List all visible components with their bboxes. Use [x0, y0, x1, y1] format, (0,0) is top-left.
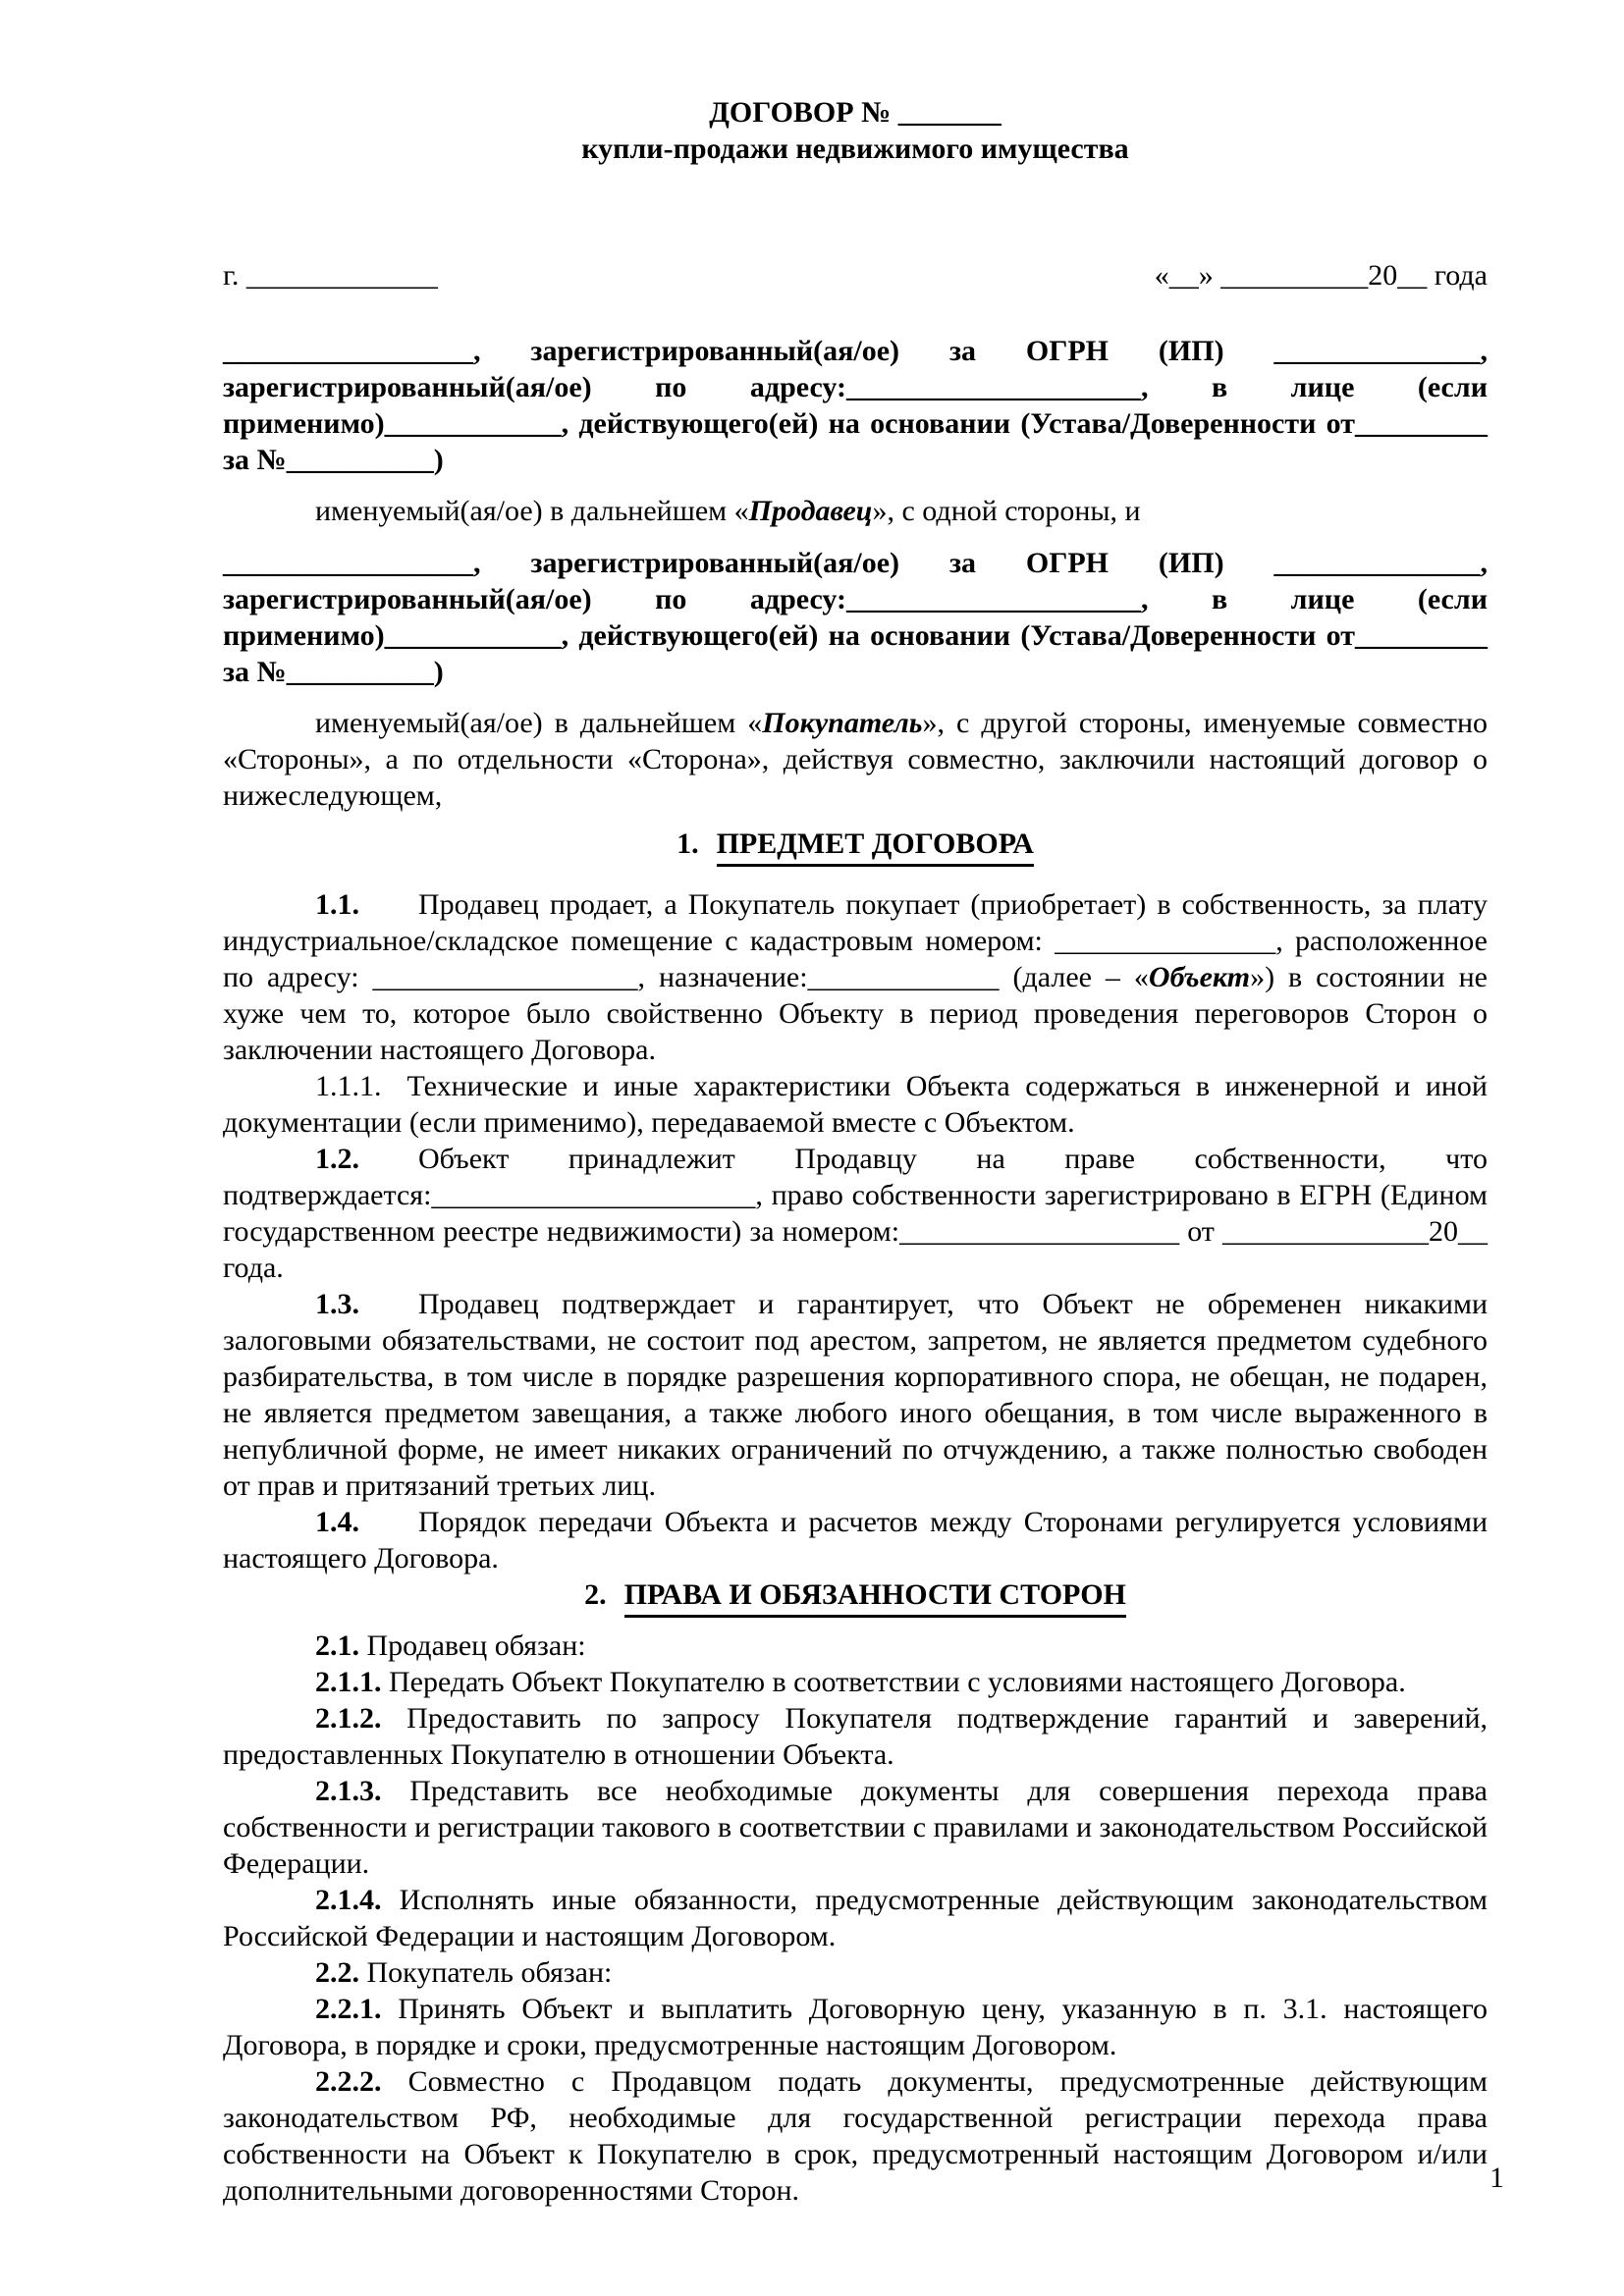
seller-designation-post: », с одной стороны, и	[872, 495, 1141, 527]
clause-1-3-text: Продавец подтверждает и гарантирует, что Объект не обременен никакими залоговыми обязательствами, не состоит под арестом, запретом, не является предметом судебного разбирательства, в том числе в порядке разрешения корпоративного спора, не обещан, не подарен, не является предметом завещания, а также любого иного обещания, в том числе выраженного в непубличной форме, не имеет никаких ограничений по отчуждению, а также полностью свободен от прав и притязаний третьих лиц.	[223, 1288, 1488, 1502]
clause-2-1-1-number: 2.1.1.	[315, 1666, 382, 1698]
seller-designation-pre: именуемый(ая/ое) в дальнейшем «	[315, 495, 749, 527]
clause-2-1-1-text: Передать Объект Покупателю в соответствии с условиями настоящего Договора.	[389, 1666, 1406, 1698]
clause-2-1-number: 2.1.	[315, 1629, 359, 1662]
seller-intro-paragraph: _________________, зарегистрированный(ая/ое) за ОГРН (ИП) ______________, зарегистрированный(ая/ое) по адресу:____________________, в лице (если применимо)____________, действующего(ей) на основании (Устава/Доверенности от_________ за №__________)	[223, 335, 1488, 476]
clause-1-3-number: 1.3.	[315, 1288, 359, 1320]
clause-2-1-4	[223, 1882, 1488, 1954]
clause-2-2-1	[223, 1991, 1488, 2063]
clause-1-4-number: 1.4.	[315, 1506, 359, 1538]
clause-2-2-1-number: 2.2.1.	[315, 1993, 382, 2025]
clause-1-1-1	[223, 1068, 1488, 1141]
city-date-row	[223, 257, 1488, 294]
section-1-heading	[223, 826, 1488, 867]
clause-2-1	[223, 1628, 1488, 1664]
clause-1-1	[223, 886, 1488, 1068]
clause-2-2-2-number: 2.2.2.	[315, 2065, 382, 2098]
seller-role-name: Продавец	[748, 495, 873, 527]
clause-1-1-text-pre: Продавец продает, а Покупатель покупает (приобретает) в собственность, за плату индустриальное/складское помещение с кадастровым номером: _______________, расположенное по адресу: __________________, назначение:_____________ (далее – «	[223, 888, 1488, 993]
clause-2-2-2-text: Совместно с Продавцом подать документы, предусмотренные действующим законодательством РФ, необходимые для государственной регистрации перехода права собственности на Объект к Покупателю в срок, предусмотренный настоящим Договором и/или дополнительными договоренностями Сторон.	[223, 2065, 1489, 2207]
clause-1-1-1-text: Технические и иные характеристики Объекта содержаться в инженерной и иной документации (если применимо), передаваемой вместе с Объектом.	[223, 1070, 1488, 1139]
buyer-intro-paragraph: _________________, зарегистрированный(ая/ое) за ОГРН (ИП) ______________, зарегистрированный(ая/ое) по адресу:____________________, в лице (если применимо)____________, действующего(ей) на основании (Устава/Доверенности от_________ за №__________)	[223, 547, 1488, 688]
clause-2-1-1	[223, 1664, 1488, 1700]
clause-2-2-text: Покупатель обязан:	[366, 1956, 613, 1989]
clause-2-1-3-number: 2.1.3.	[315, 1775, 382, 1807]
date-field: «__» __________20__ года	[1154, 259, 1488, 292]
clause-1-1-text-post: ») в состоянии не хуже чем то, которое было свойственно Объекту в период проведения переговоров Сторон о заключении настоящего Договора.	[223, 961, 1488, 1066]
clause-2-1-text: Продавец обязан:	[366, 1629, 586, 1662]
clause-2-1-3-text: Представить все необходимые документы для совершения перехода права собственности и регистрации такового в соответствии с правилами и законодательством Российской Федерации.	[223, 1775, 1488, 1880]
clause-1-2-text: Объект принадлежит Продавцу на праве собственности, что подтверждается:______________________, право собственности зарегистрировано в ЕГРН (Едином государственном реестре недвижимости) за номером:___________________ от ______________20__ года.	[223, 1143, 1488, 1284]
seller-designation-paragraph	[223, 493, 1488, 529]
clause-2-2	[223, 1954, 1488, 1991]
object-term: Объект	[1148, 961, 1251, 993]
title-number-line: ДОГОВОР № _______	[709, 96, 1001, 129]
clause-2-2-number: 2.2.	[315, 1956, 359, 1989]
section-2-heading	[223, 1576, 1488, 1618]
buyer-designation-paragraph	[223, 705, 1488, 814]
clause-1-2	[223, 1141, 1488, 1286]
clause-1-4	[223, 1504, 1488, 1576]
clause-2-1-2	[223, 1700, 1488, 1773]
clause-1-2-number: 1.2.	[315, 1143, 359, 1175]
clause-2-2-2	[223, 2063, 1488, 2209]
document-title	[223, 94, 1488, 167]
section-2-title: ПРАВА И ОБЯЗАННОСТИ СТОРОН	[624, 1576, 1126, 1618]
clause-2-1-4-text: Исполнять иные обязанности, предусмотренные действующим законодательством Российской Федерации и настоящим Договором.	[223, 1884, 1489, 1952]
title-subject-line: купли-продажи недвижимого имущества	[581, 133, 1129, 165]
buyer-designation-post: », с другой стороны, именуемые совместно «Стороны», а по отдельности «Сторона», действуя совместно, заключили настоящий договор о нижеследующем,	[223, 707, 1488, 812]
buyer-designation-pre: именуемый(ая/ое) в дальнейшем «	[315, 707, 763, 739]
clause-2-1-3	[223, 1773, 1488, 1882]
section-1-number: 1.	[677, 828, 699, 860]
clause-2-1-2-text: Предоставить по запросу Покупателя подтверждение гарантий и заверений, предоставленных Покупателю в отношении Объекта.	[223, 1702, 1489, 1771]
section-2-number: 2.	[584, 1578, 607, 1611]
clause-2-2-1-text: Принять Объект и выплатить Договорную цену, указанную в п. 3.1. настоящего Договора, в порядке и сроки, предусмотренные настоящим Договором.	[223, 1993, 1489, 2061]
clause-2-1-4-number: 2.1.4.	[315, 1884, 382, 1916]
city-field: г. _____________	[223, 259, 438, 292]
clause-2-1-2-number: 2.1.2.	[315, 1702, 382, 1735]
section-1-title: ПРЕДМЕТ ДОГОВОРА	[717, 826, 1034, 867]
clause-1-4-text: Порядок передачи Объекта и расчетов между Сторонами регулируется условиями настоящего Договора.	[223, 1506, 1488, 1575]
buyer-role-name: Покупатель	[762, 707, 923, 739]
clause-1-1-1-number: 1.1.1.	[315, 1070, 382, 1102]
page-number: 1	[1489, 2162, 1504, 2194]
clause-1-3	[223, 1286, 1488, 1504]
clause-1-1-number: 1.1.	[315, 888, 359, 921]
